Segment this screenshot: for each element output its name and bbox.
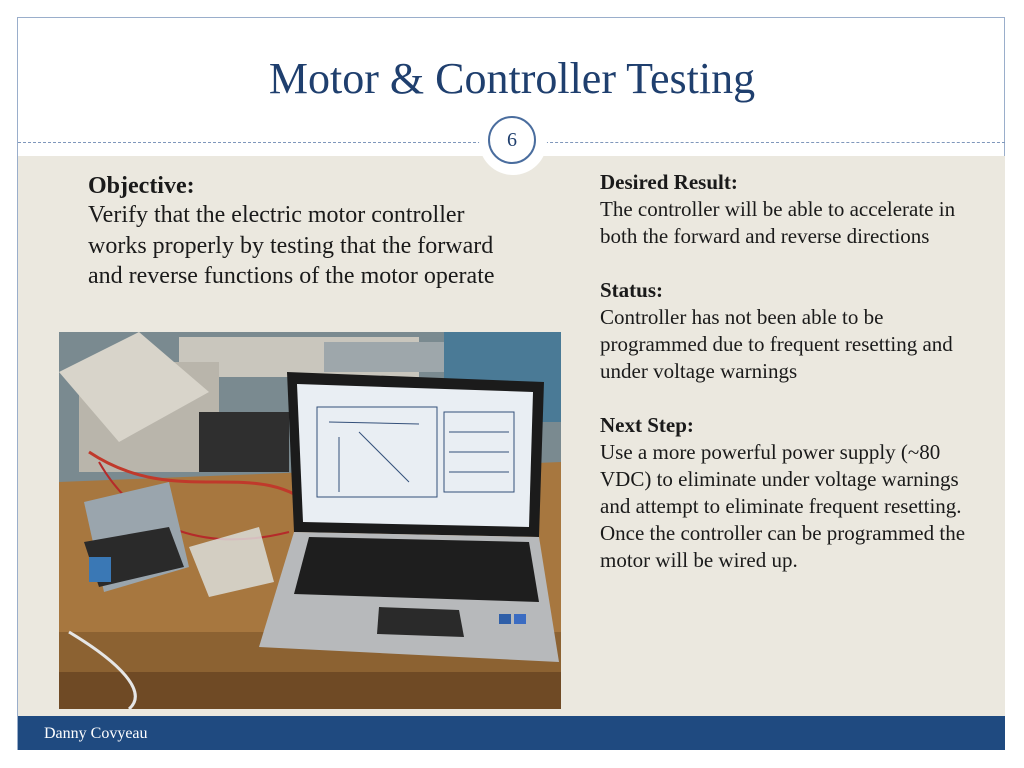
status-text: Controller has not been able to be programmed due to frequent resetting and under voltage warnings: [600, 305, 953, 383]
spacer: [600, 250, 990, 277]
lab-photo-illustration: [59, 332, 561, 709]
right-column: [600, 169, 990, 574]
title-divider-right: [540, 142, 1005, 143]
desired-result-heading: Desired Result:: [600, 170, 738, 194]
slide-number-badge: 6: [488, 116, 536, 164]
spacer: [600, 385, 990, 412]
lab-photo: [59, 332, 561, 709]
footer-bar: [18, 716, 1005, 750]
objective-text: Verify that the electric motor controller works properly by testing that the forward and reverse functions of the motor operate: [88, 202, 495, 289]
objective-heading: Objective:: [88, 173, 195, 199]
next-step-heading: Next Step:: [600, 413, 694, 437]
status-heading: Status:: [600, 278, 664, 302]
next-step-text: Use a more powerful power supply (~80 VDC) to eliminate under voltage warnings and attempt to eliminate frequent resetting. Once the controller can be programmed the motor will be wired up.: [600, 440, 966, 572]
slide-title: Motor & Controller Testing: [268, 54, 756, 103]
footer-author: Danny Covyeau: [44, 725, 148, 742]
desired-result-text: The controller will be able to accelerate in both the forward and reverse directions: [600, 197, 956, 248]
title-divider-left: [18, 142, 486, 143]
